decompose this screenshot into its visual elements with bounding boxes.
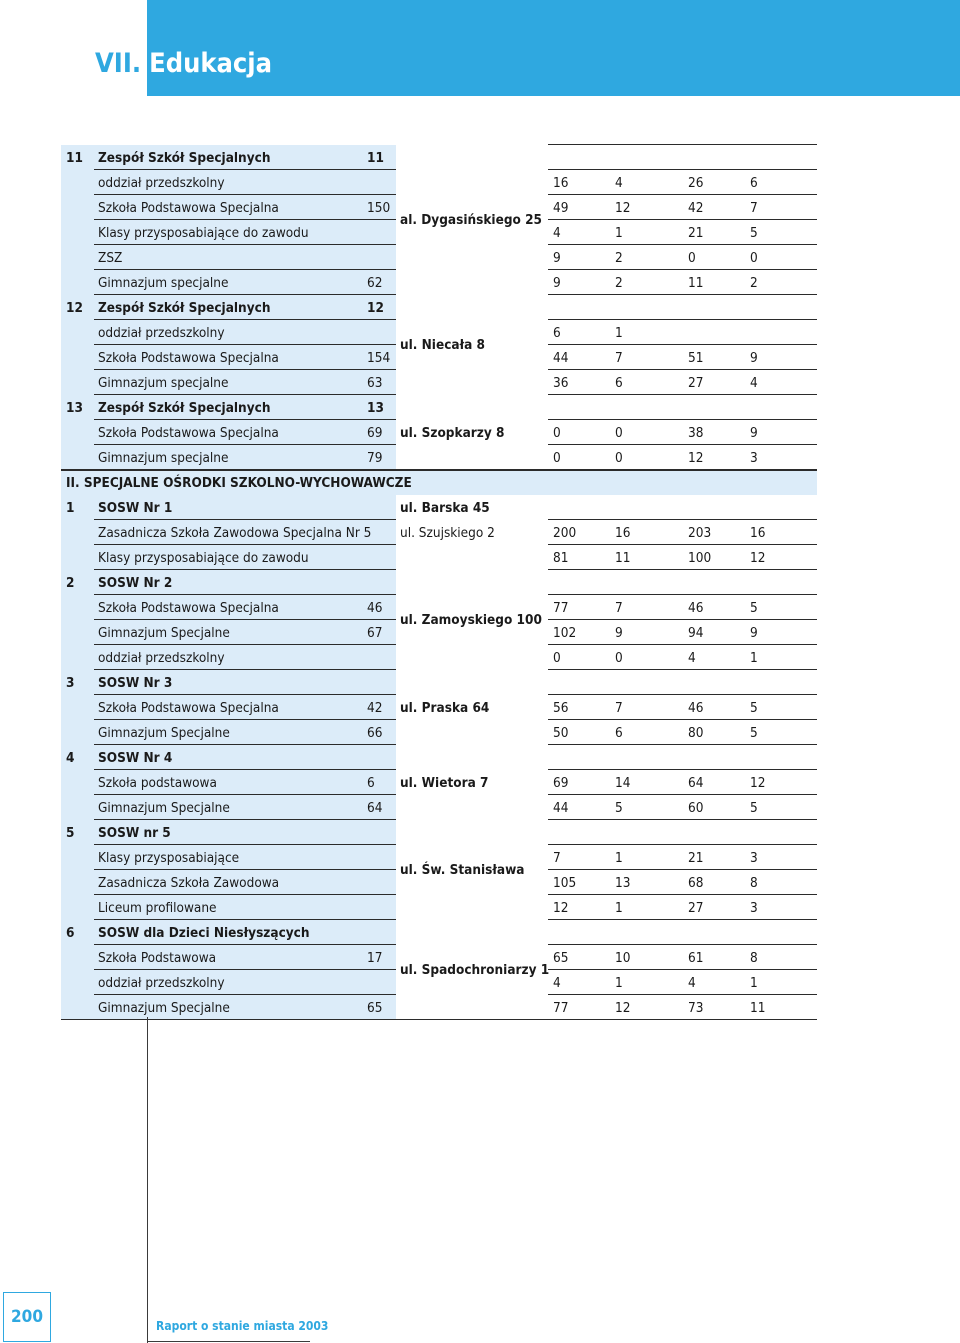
left-column-fill <box>61 770 94 795</box>
address: ul. Szopkarzy 8 <box>400 424 505 441</box>
section-heading: II. SPECJALNE OŚRODKI SZKOLNO-WYCHOWAWCZE <box>66 475 412 491</box>
row-rule <box>548 869 817 870</box>
value-cell: 0 <box>553 450 561 466</box>
value-cell: 1 <box>750 975 758 991</box>
value-cell: 6 <box>615 375 623 391</box>
value-cell: 38 <box>688 425 704 441</box>
value-cell: 1 <box>615 850 623 866</box>
value-cell: 65 <box>553 950 569 966</box>
value-cell: 12 <box>688 450 704 466</box>
group-number: 4 <box>66 750 75 766</box>
value-cell: 9 <box>750 425 758 441</box>
table-top-rule <box>548 144 817 145</box>
left-column-fill <box>61 220 94 245</box>
left-column-fill <box>61 445 94 470</box>
group-name: Zespół Szkół Specjalnych <box>98 150 271 166</box>
value-cell: 27 <box>688 375 704 391</box>
school-name: Szkoła Podstawowa Specjalna <box>98 425 279 441</box>
school-count: 62 <box>367 275 383 291</box>
school-count: 46 <box>367 600 383 616</box>
value-cell: 69 <box>553 775 569 791</box>
value-cell: 50 <box>553 725 569 741</box>
group-count: 12 <box>367 300 384 316</box>
left-column-fill <box>61 970 94 995</box>
value-cell: 4 <box>750 375 758 391</box>
row-rule <box>548 794 817 795</box>
school-name: Zasadnicza Szkoła Zawodowa Specjalna Nr 5 <box>98 525 372 541</box>
table-bottom-rule <box>61 1019 817 1020</box>
value-cell: 60 <box>688 800 704 816</box>
value-cell: 13 <box>615 875 631 891</box>
school-count: 79 <box>367 450 383 466</box>
row-rule <box>548 344 817 345</box>
row-rule <box>548 269 817 270</box>
group-name: SOSW nr 5 <box>98 825 171 841</box>
school-name: Zasadnicza Szkoła Zawodowa <box>98 875 280 891</box>
address: ul. Niecała 8 <box>400 337 485 353</box>
value-cell: 26 <box>688 175 704 191</box>
value-cell: 100 <box>688 550 712 566</box>
row-rule <box>548 294 817 295</box>
school-name: Klasy przysposabiające do zawodu <box>98 550 309 566</box>
row-rule <box>548 619 817 620</box>
value-cell: 12 <box>750 550 766 566</box>
group-name: Zespół Szkół Specjalnych <box>98 400 271 416</box>
left-column-fill <box>61 195 94 220</box>
group-count: 11 <box>367 150 384 166</box>
margin-rule <box>147 1017 148 1343</box>
row-rule <box>548 994 817 995</box>
value-cell: 0 <box>750 250 758 266</box>
value-cell: 9 <box>553 275 561 291</box>
row-rule <box>548 544 817 545</box>
value-cell: 16 <box>553 175 569 191</box>
value-cell: 9 <box>750 350 758 366</box>
value-cell: 0 <box>615 425 623 441</box>
row-rule <box>548 694 817 695</box>
row-rule <box>548 219 817 220</box>
value-cell: 2 <box>615 250 623 266</box>
row-rule <box>548 569 817 570</box>
group-name: SOSW Nr 4 <box>98 750 173 766</box>
left-column-fill <box>61 370 94 395</box>
left-column-fill <box>61 595 94 620</box>
value-cell: 11 <box>615 550 631 566</box>
value-cell: 203 <box>688 525 712 541</box>
value-cell: 1 <box>615 325 623 341</box>
sub-row-fill <box>94 245 396 270</box>
address: ul. Praska 64 <box>400 699 490 716</box>
value-cell: 42 <box>688 200 704 216</box>
group-number: 11 <box>66 150 83 166</box>
value-cell: 68 <box>688 875 704 891</box>
value-cell: 1 <box>615 225 623 241</box>
value-cell: 44 <box>553 800 569 816</box>
school-name: Szkoła podstawowa <box>98 775 217 791</box>
group-name: Zespół Szkół Specjalnych <box>98 300 271 316</box>
row-rule <box>548 969 817 970</box>
address: ul. Zamoyskiego 100 <box>400 612 542 628</box>
value-cell: 14 <box>615 775 631 791</box>
value-cell: 21 <box>688 850 704 866</box>
value-cell: 11 <box>688 275 704 291</box>
value-cell: 94 <box>688 625 704 641</box>
left-column-fill <box>61 695 94 720</box>
school-name: Szkoła Podstawowa <box>98 950 217 966</box>
address: al. Dygasińskiego 25 <box>400 212 542 228</box>
value-cell: 0 <box>615 650 623 666</box>
school-name: Gimnazjum Specjalne <box>98 725 230 741</box>
value-cell: 73 <box>688 1000 704 1016</box>
value-cell: 2 <box>750 275 758 291</box>
value-cell: 80 <box>688 725 704 741</box>
value-cell: 44 <box>553 350 569 366</box>
value-cell: 77 <box>553 600 569 616</box>
school-count: 69 <box>367 425 383 441</box>
value-cell: 5 <box>750 600 758 616</box>
value-cell: 5 <box>750 700 758 716</box>
left-column-fill <box>61 420 94 445</box>
group-name: SOSW dla Dzieci Niesłyszących <box>98 925 310 941</box>
row-rule <box>548 519 817 520</box>
left-column-fill <box>61 995 94 1020</box>
school-name: oddział przedszkolny <box>98 325 225 341</box>
school-count: 67 <box>367 625 383 641</box>
value-cell: 56 <box>553 700 569 716</box>
group-number: 12 <box>66 300 83 316</box>
address: ul. Szujskiego 2 <box>400 524 495 541</box>
left-column-fill <box>61 320 94 345</box>
group-count: 13 <box>367 400 384 416</box>
address: ul. Barska 45 <box>400 499 490 516</box>
left-column-fill <box>61 620 94 645</box>
row-rule <box>548 819 817 820</box>
value-cell: 102 <box>553 625 577 641</box>
value-cell: 2 <box>615 275 623 291</box>
group-name: SOSW Nr 3 <box>98 675 173 691</box>
value-cell: 5 <box>750 725 758 741</box>
value-cell: 3 <box>750 850 758 866</box>
row-rule <box>548 444 817 445</box>
value-cell: 46 <box>688 600 704 616</box>
value-cell: 105 <box>553 875 577 891</box>
row-rule <box>548 744 817 745</box>
value-cell: 4 <box>553 975 561 991</box>
row-rule <box>548 719 817 720</box>
value-cell: 36 <box>553 375 569 391</box>
school-name: Szkoła Podstawowa Specjalna <box>98 350 279 366</box>
value-cell: 200 <box>553 525 577 541</box>
value-cell: 11 <box>750 1000 766 1016</box>
group-number: 3 <box>66 675 75 691</box>
row-rule <box>548 594 817 595</box>
school-count: 154 <box>367 350 391 366</box>
left-column-fill <box>61 895 94 920</box>
left-column-fill <box>61 795 94 820</box>
footer-rule <box>147 1341 310 1342</box>
value-cell: 5 <box>750 800 758 816</box>
value-cell: 1 <box>615 900 623 916</box>
value-cell: 27 <box>688 900 704 916</box>
school-count: 150 <box>367 200 391 216</box>
value-cell: 5 <box>750 225 758 241</box>
value-cell: 6 <box>615 725 623 741</box>
left-column-fill <box>61 545 94 570</box>
row-rule <box>548 944 817 945</box>
left-column-fill <box>61 520 94 545</box>
row-rule <box>548 369 817 370</box>
school-count: 63 <box>367 375 383 391</box>
value-cell: 0 <box>615 450 623 466</box>
value-cell: 12 <box>750 775 766 791</box>
value-cell: 5 <box>615 800 623 816</box>
value-cell: 8 <box>750 950 758 966</box>
value-cell: 3 <box>750 900 758 916</box>
row-rule <box>548 669 817 670</box>
school-count: 42 <box>367 700 383 716</box>
school-name: Liceum profilowane <box>98 900 217 916</box>
left-column-fill <box>61 845 94 870</box>
value-cell: 61 <box>688 950 704 966</box>
value-cell: 1 <box>750 650 758 666</box>
value-cell: 7 <box>615 350 623 366</box>
value-cell: 4 <box>688 975 696 991</box>
value-cell: 1 <box>615 975 623 991</box>
school-name: Szkoła Podstawowa Specjalna <box>98 600 279 616</box>
school-name: Klasy przysposabiające do zawodu <box>98 225 309 241</box>
left-column-fill <box>61 270 94 295</box>
value-cell: 4 <box>615 175 623 191</box>
group-number: 13 <box>66 400 83 416</box>
row-rule <box>548 319 817 320</box>
row-rule <box>61 469 817 471</box>
school-count: 17 <box>367 950 383 966</box>
school-name: Gimnazjum Specjalne <box>98 800 230 816</box>
value-cell: 3 <box>750 450 758 466</box>
value-cell: 7 <box>750 200 758 216</box>
school-name: Szkoła Podstawowa Specjalna <box>98 700 279 716</box>
value-cell: 10 <box>615 950 631 966</box>
group-number: 2 <box>66 575 75 591</box>
value-cell: 51 <box>688 350 704 366</box>
address: ul. Spadochroniarzy 1 <box>400 962 550 978</box>
left-column-fill <box>61 170 94 195</box>
row-rule <box>548 844 817 845</box>
value-cell: 8 <box>750 875 758 891</box>
school-name: oddział przedszkolny <box>98 175 225 191</box>
left-column-fill <box>61 720 94 745</box>
value-cell: 81 <box>553 550 569 566</box>
school-name: Gimnazjum specjalne <box>98 450 229 466</box>
group-number: 5 <box>66 825 75 841</box>
row-rule <box>548 894 817 895</box>
value-cell: 0 <box>553 425 561 441</box>
group-name: SOSW Nr 1 <box>98 500 173 516</box>
value-cell: 12 <box>615 200 631 216</box>
school-count: 6 <box>367 775 375 791</box>
value-cell: 12 <box>553 900 569 916</box>
group-number: 6 <box>66 925 75 941</box>
address: ul. Wietora 7 <box>400 774 489 791</box>
group-name: SOSW Nr 2 <box>98 575 173 591</box>
chapter-name: Edukacja <box>149 48 273 79</box>
value-cell: 9 <box>615 625 623 641</box>
left-column-fill <box>61 645 94 670</box>
school-name: Klasy przysposabiające <box>98 850 240 866</box>
value-cell: 4 <box>688 650 696 666</box>
value-cell: 9 <box>750 625 758 641</box>
school-name: Szkoła Podstawowa Specjalna <box>98 200 279 216</box>
school-name: oddział przedszkolny <box>98 975 225 991</box>
school-count: 66 <box>367 725 383 741</box>
row-rule <box>548 644 817 645</box>
value-cell: 49 <box>553 200 569 216</box>
row-rule <box>548 769 817 770</box>
row-rule <box>548 394 817 395</box>
left-column-fill <box>61 245 94 270</box>
value-cell: 46 <box>688 700 704 716</box>
left-column-fill <box>61 870 94 895</box>
left-column-fill <box>61 345 94 370</box>
value-cell: 4 <box>553 225 561 241</box>
school-count: 65 <box>367 1000 383 1016</box>
value-cell: 7 <box>615 600 623 616</box>
school-name: Gimnazjum specjalne <box>98 375 229 391</box>
school-count: 64 <box>367 800 383 816</box>
value-cell: 7 <box>615 700 623 716</box>
value-cell: 0 <box>688 250 696 266</box>
school-name: Gimnazjum specjalne <box>98 275 229 291</box>
row-rule <box>548 919 817 920</box>
value-cell: 21 <box>688 225 704 241</box>
report-title: Raport o stanie miasta 2003 <box>156 1319 329 1333</box>
row-rule <box>548 419 817 420</box>
value-cell: 64 <box>688 775 704 791</box>
value-cell: 7 <box>553 850 561 866</box>
value-cell: 6 <box>553 325 561 341</box>
value-cell: 16 <box>750 525 766 541</box>
school-name: Gimnazjum Specjalne <box>98 625 230 641</box>
value-cell: 12 <box>615 1000 631 1016</box>
school-name: ZSZ <box>98 250 123 266</box>
group-number: 1 <box>66 500 75 516</box>
value-cell: 16 <box>615 525 631 541</box>
left-column-fill <box>61 945 94 970</box>
row-rule <box>548 194 817 195</box>
school-name: Gimnazjum Specjalne <box>98 1000 230 1016</box>
row-rule <box>548 169 817 170</box>
value-cell: 77 <box>553 1000 569 1016</box>
school-name: oddział przedszkolny <box>98 650 225 666</box>
row-rule <box>548 244 817 245</box>
value-cell: 0 <box>553 650 561 666</box>
address: ul. Św. Stanisława <box>400 862 525 878</box>
chapter-number: VII. <box>95 48 142 79</box>
value-cell: 6 <box>750 175 758 191</box>
value-cell: 9 <box>553 250 561 266</box>
page-number: 200 <box>3 1292 51 1342</box>
